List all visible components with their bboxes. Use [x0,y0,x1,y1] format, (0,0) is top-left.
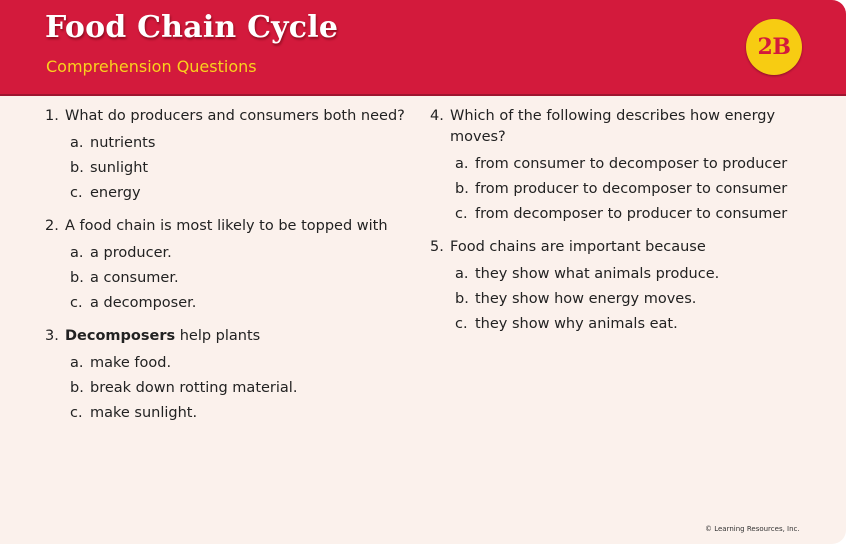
answer-options [70,131,405,206]
answer-option [70,131,405,156]
answer-option [70,241,405,266]
card-number-label: 2B [757,34,791,60]
option-letter: c. [70,295,83,311]
option-text: from consumer to decomposer to producer [475,156,788,172]
question-number: 3. [45,328,59,344]
option-letter: c. [455,316,468,332]
option-letter: a. [455,266,469,282]
answer-option [455,287,800,312]
answer-options [70,351,405,426]
question-number: 4. [430,108,444,124]
answer-option [455,177,800,202]
option-text: they show what animals produce. [475,266,720,282]
answer-option [455,262,800,287]
option-letter: b. [70,270,84,286]
option-letter: b. [455,291,469,307]
question-3 [45,326,405,426]
question-text: What do producers and consumers both need? [65,108,405,124]
option-letter: b. [70,160,84,176]
answer-option [455,202,800,227]
option-letter: c. [70,405,83,421]
answer-option [70,181,405,206]
question-1 [45,106,405,206]
question-text: Which of the following describes how energy moves? [450,108,776,145]
question-5 [430,237,800,337]
option-text: break down rotting material. [90,380,298,396]
option-text: they show why animals eat. [475,316,678,332]
option-letter: c. [70,185,83,201]
answer-options [455,262,800,337]
answer-option [70,401,405,426]
option-text: from producer to decomposer to consumer [475,181,788,197]
questions-left-column [45,106,405,436]
question-keyword: Decomposers [65,328,176,344]
answer-option [70,351,405,376]
answer-option [70,291,405,316]
option-text: make food. [90,355,172,371]
option-text: a consumer. [90,270,179,286]
option-letter: b. [455,181,469,197]
option-text: a decomposer. [90,295,197,311]
question-text: Food chains are important because [450,239,706,255]
question-text: A food chain is most likely to be topped with [65,218,388,234]
card-header [0,0,846,96]
answer-option [70,376,405,401]
question-number: 5. [430,239,444,255]
answer-option [70,266,405,291]
answer-option [70,156,405,181]
option-text: make sunlight. [90,405,198,421]
option-letter: a. [70,245,84,261]
option-text: they show how energy moves. [475,291,697,307]
option-letter: b. [70,380,84,396]
answer-option [455,312,800,337]
card-number-badge [746,19,802,75]
question-text [65,326,405,347]
answer-option [455,152,800,177]
option-text: nutrients [90,135,156,151]
answer-options [455,152,800,227]
question-number: 2. [45,218,59,234]
option-letter: a. [455,156,469,172]
option-text: energy [90,185,141,201]
questions-right-column [430,106,800,347]
question-2 [45,216,405,316]
option-letter: c. [455,206,468,222]
copyright-notice: © Learning Resources, Inc. [705,525,800,533]
question-text-rest: help plants [175,328,261,344]
answer-options [70,241,405,316]
card-subtitle: Comprehension Questions [46,57,257,76]
option-letter: a. [70,135,84,151]
option-letter: a. [70,355,84,371]
question-number: 1. [45,108,59,124]
card-title: Food Chain Cycle [45,10,339,45]
option-text: from decomposer to producer to consumer [475,206,788,222]
question-4 [430,106,800,227]
option-text: a producer. [90,245,172,261]
option-text: sunlight [90,160,149,176]
